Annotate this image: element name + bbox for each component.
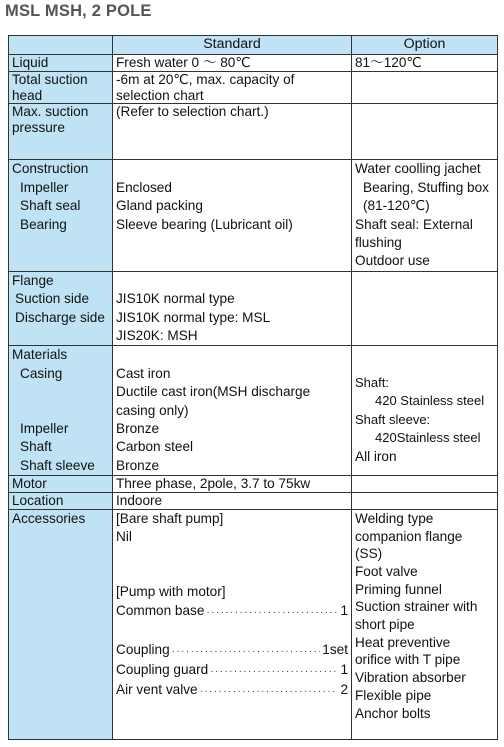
row-location: [9, 493, 498, 510]
row-suction-head: [9, 71, 498, 104]
motor-label: Motor: [9, 476, 113, 493]
spec-table: [8, 35, 498, 740]
row-motor: [9, 476, 498, 493]
accessory-air-vent-valve: Air vent valve ····· 2: [116, 681, 348, 701]
header-blank: [9, 36, 113, 55]
liquid-label: Liquid: [9, 55, 113, 72]
construction-label: Construction Impeller Shaft seal Bearing: [9, 160, 113, 271]
page-title: MSL MSH, 2 POLE: [5, 2, 152, 20]
accessories-standard: [Bare shaft pump] Nil [Pump with motor] Common base ····· 1 Coupling ····· 1set Coupling guard ····· 1 Air vent valve ····· 2: [113, 509, 352, 739]
row-accessories: [9, 509, 498, 739]
accessories-option: Welding type companion flange (SS) Foot valve Priming funnel Suction strainer with short pipe Heat preventive orifice with T pipe Vibration absorber Flexible pipe Anchor bolts: [352, 509, 498, 739]
suction-head-standard: -6m at 20℃, max. capacity of selection chart: [113, 71, 352, 104]
row-suction-pressure: [9, 104, 498, 160]
suction-pressure-label: Max. suction pressure: [9, 104, 113, 160]
motor-option: [352, 476, 498, 493]
suction-head-label: Total suction head: [9, 71, 113, 104]
materials-option: Shaft: 420 Stainless steel Shaft sleeve: 420Stainless steel All iron: [352, 346, 498, 476]
header-standard: Standard: [113, 36, 352, 55]
header-row: [9, 36, 498, 55]
accessories-label: Accessories: [9, 509, 113, 739]
accessory-common-base: Common base ····· 1: [116, 602, 348, 622]
location-option: [352, 493, 498, 510]
suction-pressure-standard: (Refer to selection chart.): [113, 104, 352, 160]
flange-option: [352, 271, 498, 346]
row-liquid: [9, 55, 498, 72]
motor-standard: Three phase, 2pole, 3.7 to 75kw: [113, 476, 352, 493]
location-standard: Indoore: [113, 493, 352, 510]
accessory-coupling: Coupling ····· 1set: [116, 641, 348, 661]
row-flange: [9, 271, 498, 346]
liquid-standard: Fresh water 0 ～ 80℃: [113, 55, 352, 72]
materials-label: Materials Casing Impeller Shaft Shaft sleeve: [9, 346, 113, 476]
flange-standard: JIS10K normal type JIS10K normal type: MSL JIS20K: MSH: [113, 271, 352, 346]
row-materials: [9, 346, 498, 476]
liquid-option: 81～120℃: [352, 55, 498, 72]
suction-pressure-option: [352, 104, 498, 160]
row-construction: [9, 160, 498, 271]
flange-label: Flange Suction side Discharge side: [9, 271, 113, 346]
accessory-coupling-guard: Coupling guard ····· 1: [116, 661, 348, 681]
materials-standard: Cast iron Ductile cast iron(MSH discharge casing only) Bronze Carbon steel Bronze: [113, 346, 352, 476]
construction-option: Water coolling jachet Bearing, Stuffing box (81-120℃) Shaft seal: External flushing Outdoor use: [352, 160, 498, 271]
location-label: Location: [9, 493, 113, 510]
construction-standard: Enclosed Gland packing Sleeve bearing (Lubricant oil): [113, 160, 352, 271]
suction-head-option: [352, 71, 498, 104]
header-option: Option: [352, 36, 498, 55]
